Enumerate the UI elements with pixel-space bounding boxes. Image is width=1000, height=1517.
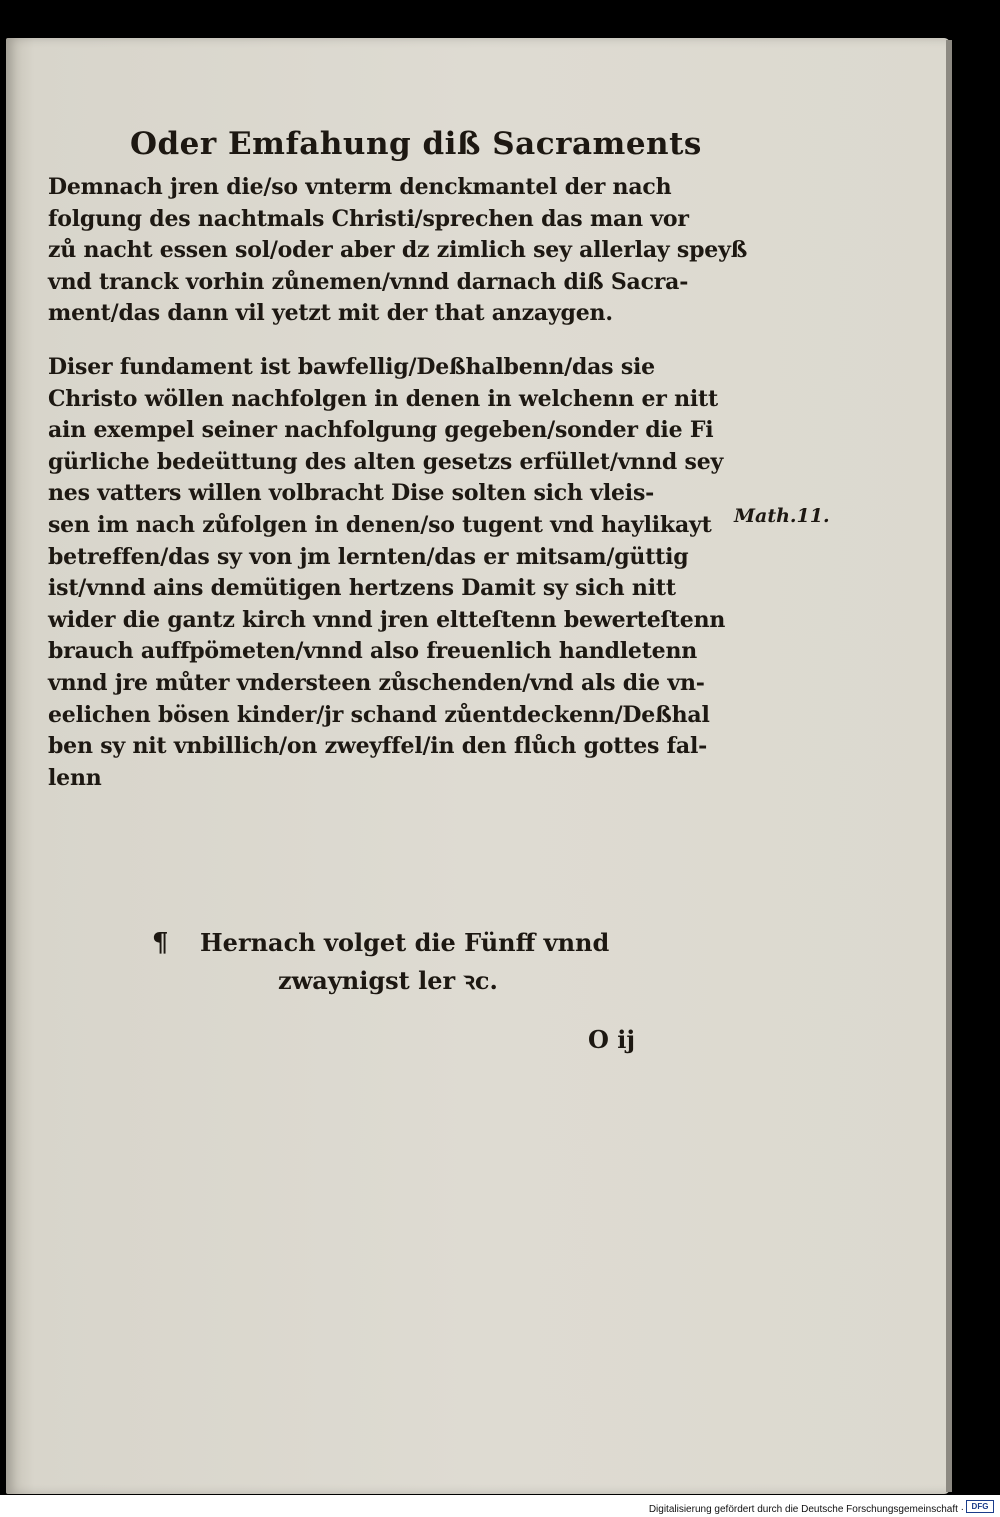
paragraph-1 — [48, 172, 748, 330]
text-line: brauch auffpömeten/vnnd also freuenlich handletenn — [48, 638, 698, 665]
text-line: ment/das dann vil yetzt mit der that anzaygen. — [48, 300, 613, 327]
text-line: eelichen bösen kinder/jr schand zůentdeckenn/Deßhal — [48, 701, 710, 728]
text-line: nes vatters willen volbracht Dise solten sich vleis- — [48, 480, 655, 507]
text-line: ist/vnnd ains demütigen hertzens Damit sy sich nitt — [48, 575, 676, 602]
dfg-logo: DFG — [966, 1500, 994, 1513]
text-line: gürliche bedeüttung des alten gesetzs erfüllet/vnnd sey — [48, 448, 724, 475]
closing-line-1 — [152, 924, 609, 962]
text-line: ben sy nit vnbillich/on zweyffel/in den flůch gottes fal- — [48, 733, 708, 760]
closing-line-2: zwaynigst ler ꝛc. — [278, 966, 498, 995]
text-line: wider die gantz kirch vnnd jren eltteſtenn bewerteſtenn — [48, 606, 726, 633]
text-line: zů nacht essen sol/oder aber dz zimlich sey allerlay speyß — [48, 237, 748, 264]
closing-note — [152, 924, 609, 1000]
text-line: folgung des nachtmals Christi/sprechen das man vor — [48, 205, 689, 232]
paragraph-2 — [48, 352, 726, 794]
running-heading: Oder Emfahung diß Sacraments — [130, 126, 702, 162]
text-line: betreffen/das sy von jm lernten/das er mitsam/güttig — [48, 543, 689, 570]
text-line: Christo wöllen nachfolgen in denen in welchenn er nitt — [48, 385, 718, 412]
text-line: Demnach jren die/so vnterm denckmantel der nach — [48, 174, 672, 200]
pilcrow-icon: ¶ — [152, 928, 169, 958]
text-line: lenn — [48, 764, 102, 791]
text-line: ain exempel seiner nachfolgung gegeben/sonder die Fi — [48, 417, 714, 444]
text-line: vnnd jre můter vndersteen zůschenden/vnd als die vn- — [48, 669, 705, 696]
signature-mark: O ij — [588, 1025, 636, 1054]
text-line: sen im nach zůfolgen in denen/so tugent vnd haylikayt — [48, 511, 712, 538]
text-line: Diser fundament ist bawfellig/Deßhalbenn/das sie — [48, 354, 655, 380]
closing-text-1: Hernach volget die Fünff vnnd — [200, 928, 610, 957]
margin-note: Math.11. — [734, 505, 830, 527]
text-line: vnd tranck vorhin zůnemen/vnnd darnach diß Sacra- — [48, 268, 689, 295]
digitization-credit: Digitalisierung gefördert durch die Deutsche Forschungsgemeinschaft · — [648, 1504, 964, 1515]
page-edge — [946, 40, 952, 1492]
